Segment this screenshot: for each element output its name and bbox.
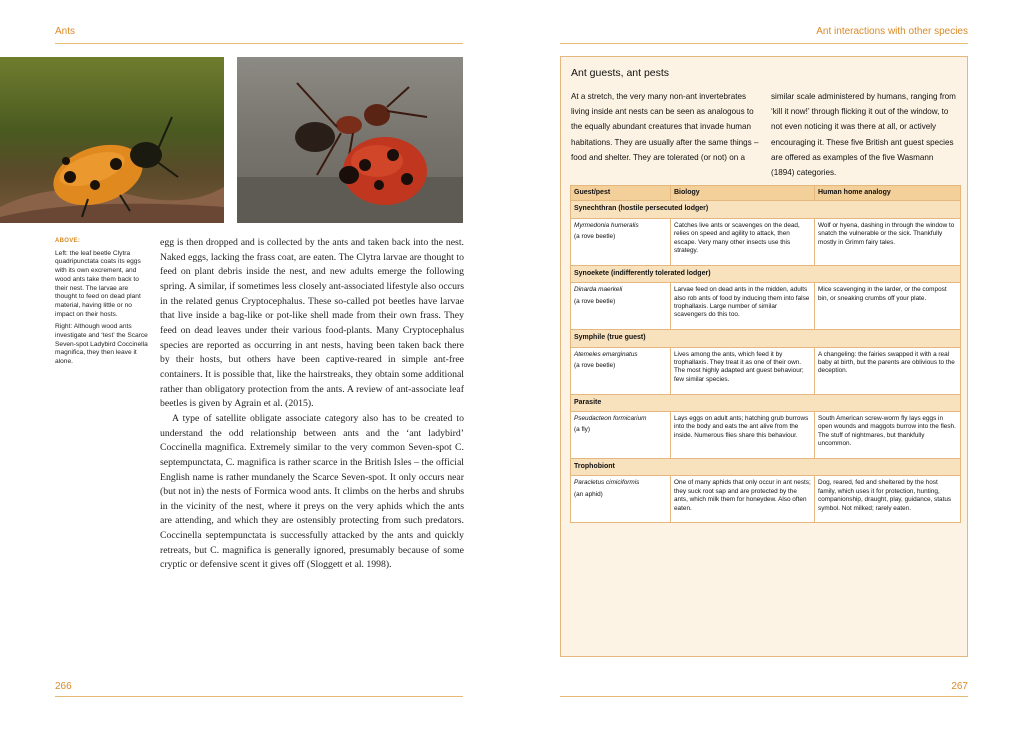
header-rule-right bbox=[560, 43, 968, 44]
photo-leaf-beetle bbox=[0, 57, 224, 223]
table-section-row bbox=[571, 330, 961, 347]
species-type: (a rove beetle) bbox=[574, 297, 616, 305]
species-name: Dinarda maerkeli bbox=[574, 286, 623, 294]
page-number-left: 266 bbox=[55, 681, 72, 692]
box-title: Ant guests, ant pests bbox=[571, 67, 670, 79]
section-title: Parasite bbox=[571, 394, 961, 411]
page-number-right: 267 bbox=[951, 681, 968, 692]
header-rule-left bbox=[55, 43, 463, 44]
table-section-row bbox=[571, 265, 961, 282]
guests-table bbox=[570, 185, 961, 523]
species-name: Myrmedonia humeralis bbox=[574, 221, 639, 229]
footer-rule-left bbox=[55, 696, 463, 697]
table-section-row bbox=[571, 394, 961, 411]
analogy-cell: Wolf or hyena, dashing in through the window to snatch the vulnerable or the sick. Thankfully mostly in Grimm fairy tales. bbox=[815, 218, 961, 265]
table-header: Guest/pest bbox=[571, 186, 671, 201]
table-header: Human home analogy bbox=[815, 186, 961, 201]
running-header-right: Ant interactions with other species bbox=[816, 26, 968, 37]
species-cell bbox=[571, 412, 671, 459]
species-name: Pseudacteon formicarium bbox=[574, 415, 647, 423]
footer-rule-right bbox=[560, 696, 968, 697]
table-row bbox=[571, 347, 961, 394]
species-cell bbox=[571, 218, 671, 265]
body-paragraph-2: A type of satellite obligate associate category also has to be created to understand the odd relationship between ants and the ‘ant ladybird’ Coccinella magnifica. Extremely similar to the very common Seven-spot C. septempunctata, C. magnifica is rather scarce in the British Isles – the official English name is rather mundanely the Scarce Seven-spot. It only occurs near (but not in) the nests of Formica wood ants. It climbs on the herbs and shrubs in the vicinity of the nest, where it preys on the very aphids which the ants are attending, and which they are ostensibly protecting from such predators. Coccinella septempunctata is successfully attacked by the ants and quickly retreats, but C. magnifica is generally ignored, presumably because of some cryptic or defensive scent it gives off (Sloggett et al. 1998). bbox=[160, 412, 464, 571]
species-type: (a rove beetle) bbox=[574, 362, 616, 370]
analogy-cell: South American screw-worm fly lays eggs in open wounds and maggots burrow into the flesh. The stuff of nightmares, but thankfully uncommon. bbox=[815, 412, 961, 459]
running-header-left: Ants bbox=[55, 26, 76, 37]
species-name: Paracletus cimiciformis bbox=[574, 479, 640, 487]
analogy-cell: A changeling: the fairies swapped it with a real baby at birth, but the parents are oblivious to the deception. bbox=[815, 347, 961, 394]
species-type: (a rove beetle) bbox=[574, 233, 616, 241]
biology-cell: One of many aphids that only occur in ant nests; they suck root sap and are protected by the ants, which milk them for honeydew. Also often eaten. bbox=[671, 476, 815, 523]
biology-cell: Lays eggs on adult ants; hatching grub burrows into the body and eats the ant alive from the inside. Numerous flies share this behaviour. bbox=[671, 412, 815, 459]
section-title: Symphile (true guest) bbox=[571, 330, 961, 347]
analogy-cell: Dog, reared, fed and sheltered by the host family, which uses it for protection, hunting, companionship, draught, play, guidance, status symbol. Not milked; rarely eaten. bbox=[815, 476, 961, 523]
biology-cell: Catches live ants or scavenges on the dead, relies on speed and agility to attack, then escape. Very many other insects use this strategy. bbox=[671, 218, 815, 265]
section-title: Synechthran (hostile persecuted lodger) bbox=[571, 201, 961, 218]
caption-left: Left: the leaf beetle Clytra quadripunctata coats its eggs with its own excrement, and wood ants take them back to their nest. The larvae are thought to feed on dead plant material, having little or no impact on their hosts. bbox=[55, 249, 141, 318]
sidebar-box bbox=[560, 56, 968, 657]
table-row bbox=[571, 218, 961, 265]
photo-ant-ladybird bbox=[237, 57, 463, 223]
biology-cell: Lives among the ants, which feed it by trophallaxis. They treat it as one of their own. The most highly adapted ant guest behaviour; few similar species. bbox=[671, 347, 815, 394]
species-type: (a fly) bbox=[574, 426, 590, 434]
species-name: Atemeles emarginatus bbox=[574, 350, 638, 358]
section-title: Synoekete (indifferently tolerated lodger) bbox=[571, 265, 961, 282]
table-row bbox=[571, 283, 961, 330]
box-intro-right: similar scale administered by humans, ranging from ‘kill it now!’ through flicking it out of the window, to not even noticing it was there at all, or actively encouraging it. These five British ant guest species are offered as examples of the five Wasmann (1894) categories. bbox=[771, 92, 956, 178]
box-intro-left: At a stretch, the very many non-ant invertebrates living inside ant nests can be seen as analogous to the equally abundant creatures that invade human habitations. They are usually after the same things – food and shelter. They are tolerated (or not) on a bbox=[571, 92, 759, 162]
biology-cell: Larvae feed on dead ants in the midden, adults also rob ants of food by inducing them into false trophallaxis. Large number of similar scavengers do this too. bbox=[671, 283, 815, 330]
body-text bbox=[160, 236, 464, 573]
table-section-row bbox=[571, 201, 961, 218]
table-header: Biology bbox=[671, 186, 815, 201]
caption-right: Right: Although wood ants investigate and ‘test’ the Scarce Seven-spot Ladybird Coccinella magnifica, they then leave it alone. bbox=[55, 323, 148, 366]
table-section-row bbox=[571, 459, 961, 476]
species-type: (an aphid) bbox=[574, 490, 603, 498]
caption-label: ABOVE: bbox=[55, 238, 81, 244]
table-row bbox=[571, 412, 961, 459]
species-cell bbox=[571, 476, 671, 523]
species-cell bbox=[571, 347, 671, 394]
body-paragraph-1: egg is then dropped and is collected by the ants and taken back into the nest. Naked eggs, lacking the frass coat, are eaten. The Clytra larvae are thought to feed on plant debris inside the nest, and new adults emerge the following spring. A similar, if sometimes less closely ant-associated lifestyle also occurs in the related genus Cryptocephalus. These so-called pot beetles have larvae that live inside a bag-like or pot-like shell made from their own frass. They feed on dead leaves under their various food-plants. Many Cryptocephalus species are reported as occurring in ant nests, having been taken back there by their hosts, but others have been captive-reared in simple ant-free containers. It is possible that, like the hairstreaks, they obtain some additional rather than obligatory protection from the ants. A review of ant-associate leaf beetles is given by Agrain et al. (2015). bbox=[160, 237, 464, 410]
analogy-cell: Mice scavenging in the larder, or the compost bin, or sneaking crumbs off your plate. bbox=[815, 283, 961, 330]
species-cell bbox=[571, 283, 671, 330]
photo-caption bbox=[55, 237, 151, 371]
table-row bbox=[571, 476, 961, 523]
table-header-row bbox=[571, 186, 961, 201]
section-title: Trophobiont bbox=[571, 459, 961, 476]
